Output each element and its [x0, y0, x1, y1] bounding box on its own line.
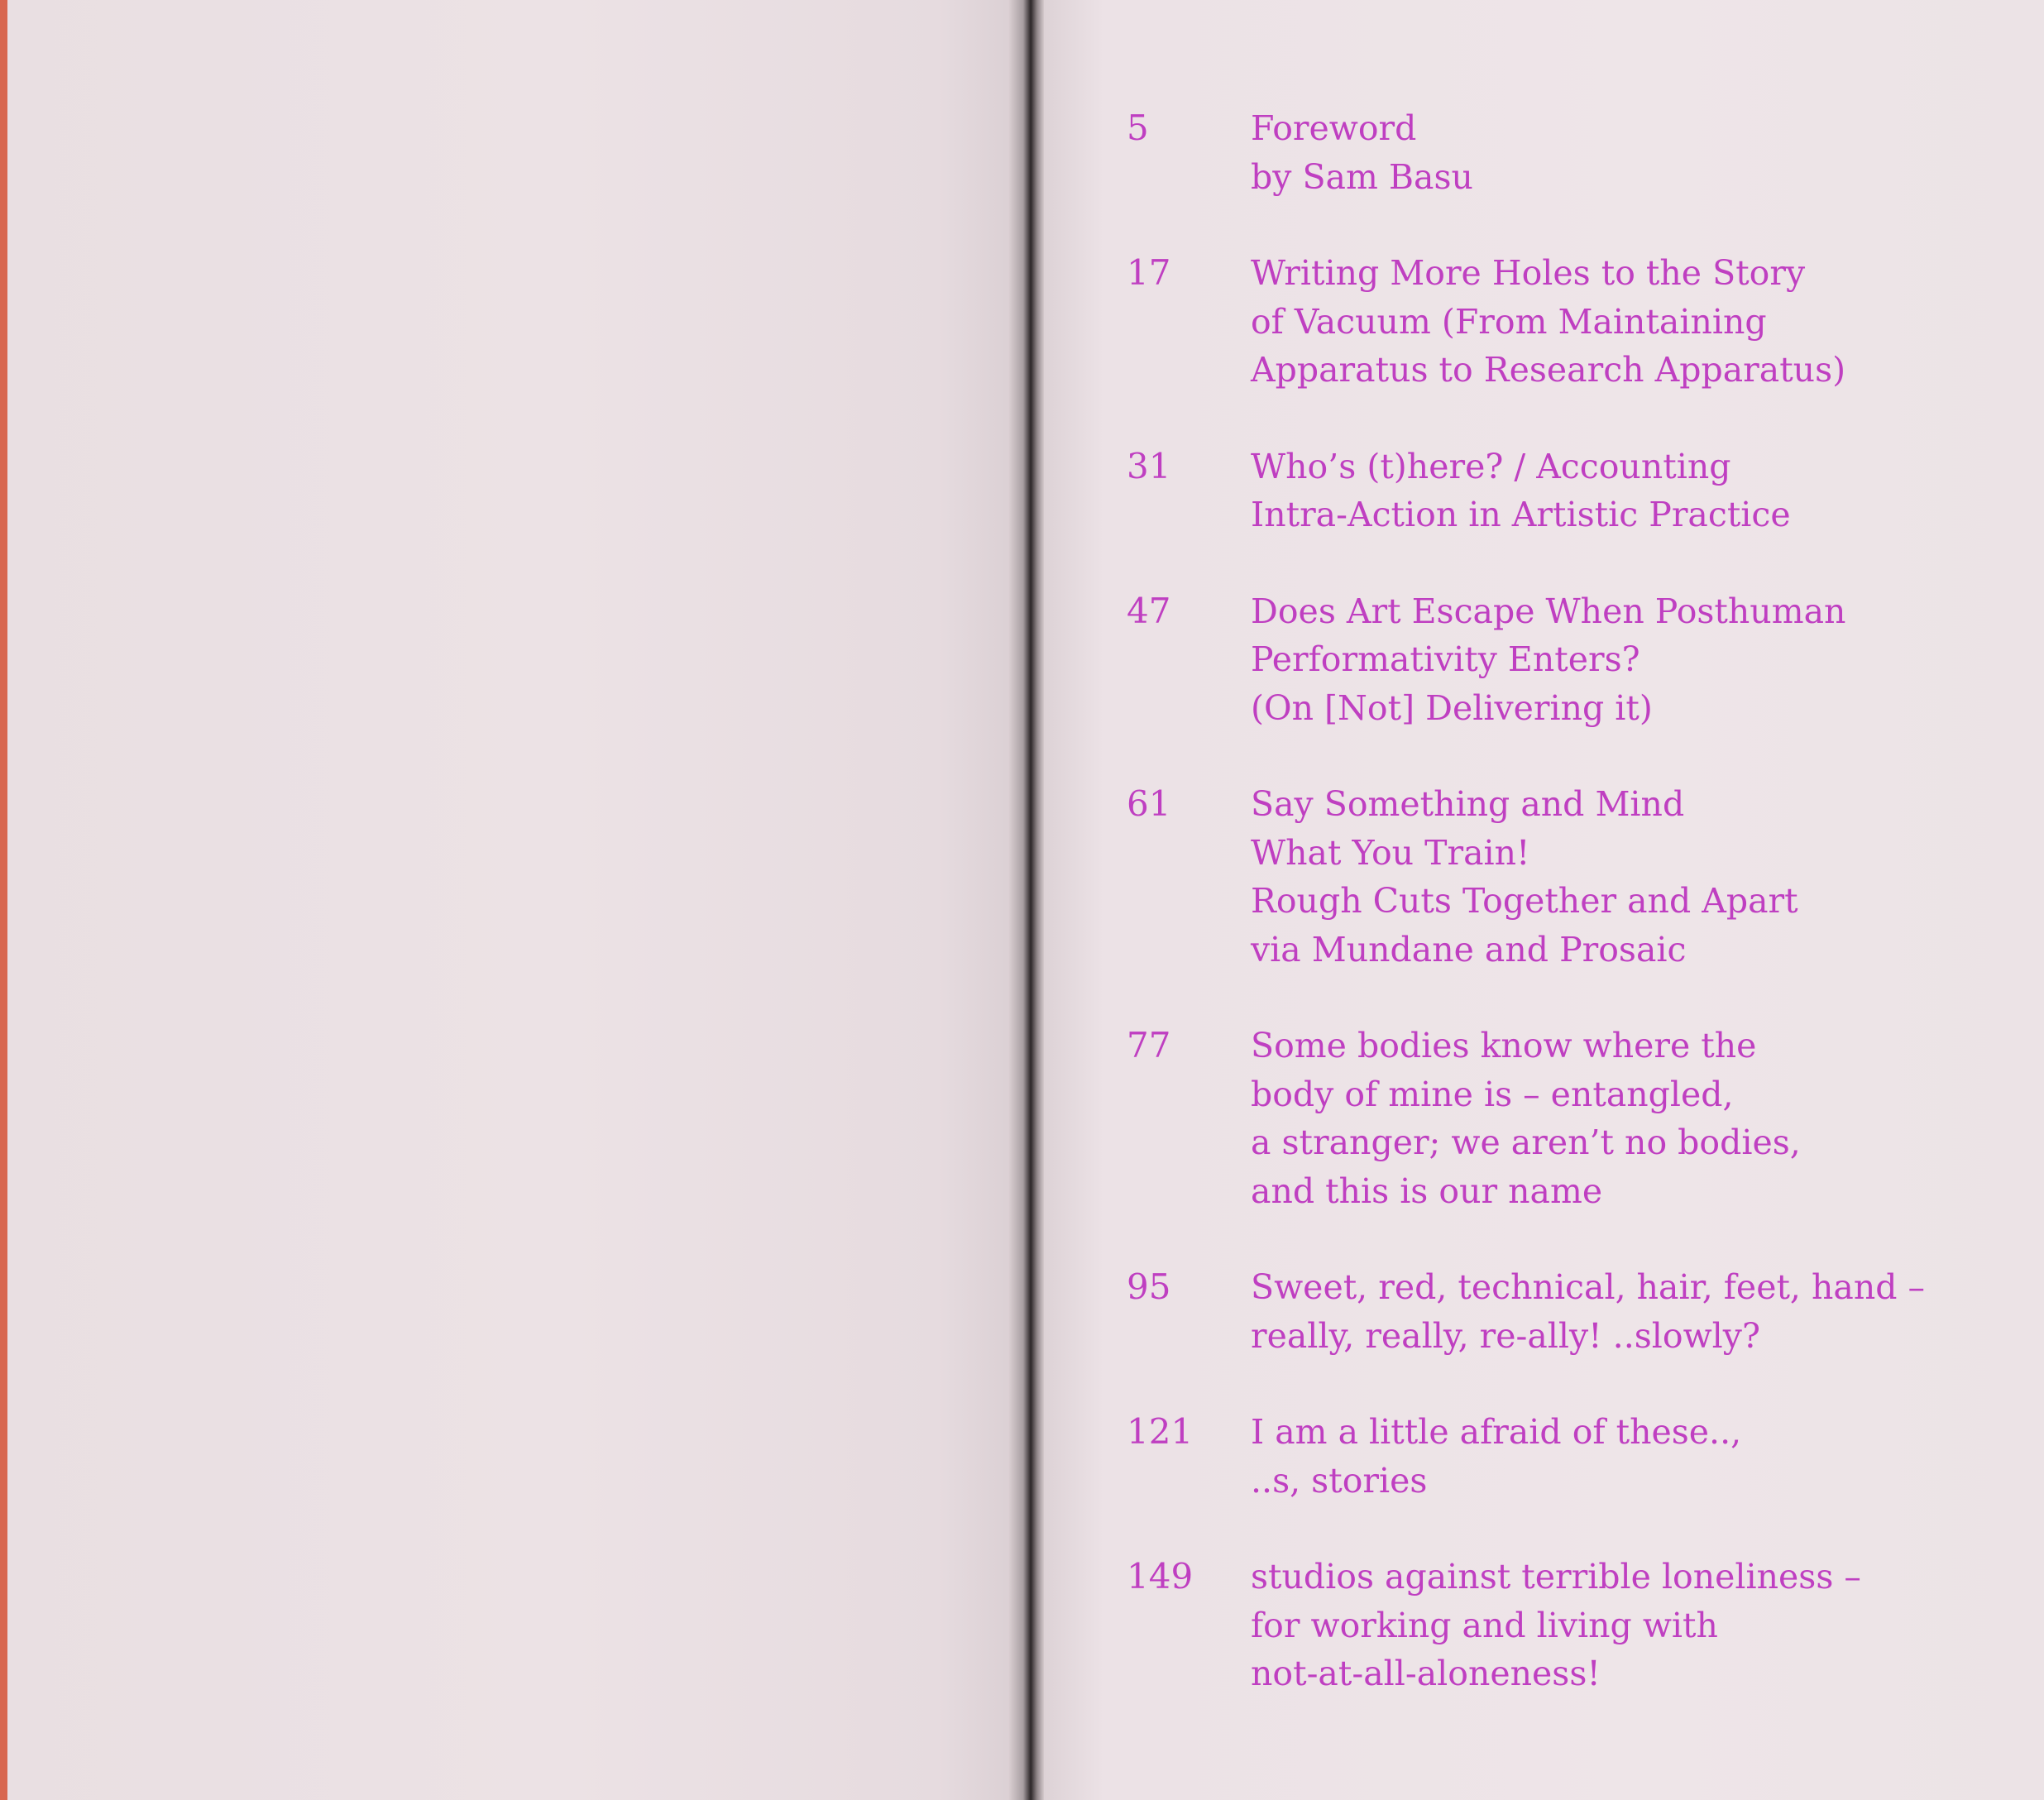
- toc-title-line: really, really, re-ally! ..slowly?: [1251, 1315, 1760, 1356]
- toc-title-line: a stranger; we aren’t no bodies,: [1251, 1123, 1801, 1162]
- toc-page-number: 47: [1127, 590, 1171, 631]
- toc-entry: [1127, 587, 1970, 733]
- table-of-contents: [1127, 104, 1970, 1746]
- toc-title: [1251, 1263, 1970, 1360]
- toc-title: [1251, 587, 1970, 733]
- toc-entry: [1127, 1553, 1970, 1698]
- toc-title-line: I am a little afraid of these..,: [1251, 1412, 1742, 1452]
- toc-title-line: of Vacuum (From Maintaining: [1251, 301, 1767, 342]
- toc-title-line: Does Art Escape When Posthuman: [1251, 591, 1846, 631]
- toc-title-line: Foreword: [1251, 108, 1417, 148]
- toc-title-line: What You Train!: [1251, 832, 1530, 873]
- toc-entry: [1127, 249, 1970, 395]
- toc-title-line: Writing More Holes to the Story: [1251, 253, 1806, 293]
- toc-title-line: by Sam Basu: [1251, 156, 1473, 197]
- toc-title-line: body of mine is – entangled,: [1251, 1074, 1734, 1114]
- toc-page-number: 77: [1127, 1025, 1171, 1065]
- toc-title: [1251, 1553, 1970, 1698]
- toc-entry: [1127, 1263, 1970, 1360]
- toc-title-line: Rough Cuts Together and Apart: [1251, 881, 1798, 921]
- toc-title-line: Sweet, red, technical, hair, feet, hand –: [1251, 1267, 1926, 1307]
- toc-page-number: 121: [1127, 1411, 1194, 1452]
- toc-page-number: 61: [1127, 783, 1171, 824]
- toc-title-line: and this is our name: [1251, 1170, 1603, 1211]
- toc-page-number: 5: [1127, 108, 1149, 148]
- toc-title: [1251, 443, 1970, 539]
- toc-title: [1251, 1408, 1970, 1505]
- toc-title-line: Say Something and Mind: [1251, 784, 1685, 824]
- toc-title-line: Performativity Enters?: [1251, 639, 1640, 679]
- toc-title-line: Who’s (t)here? / Accounting: [1251, 446, 1731, 486]
- toc-title-line: Some bodies know where the: [1251, 1026, 1757, 1065]
- toc-entry: [1127, 1408, 1970, 1505]
- toc-entry: [1127, 1022, 1970, 1215]
- toc-title-line: via Mundane and Prosaic: [1251, 929, 1687, 969]
- toc-title-line: Intra-Action in Artistic Practice: [1251, 495, 1791, 534]
- toc-title-line: for working and living with: [1251, 1605, 1718, 1645]
- toc-title: [1251, 249, 1970, 395]
- toc-title: [1251, 1022, 1970, 1215]
- toc-entry: [1127, 443, 1970, 539]
- toc-title-line: not-at-all-aloneness!: [1251, 1654, 1601, 1693]
- toc-title-line: Apparatus to Research Apparatus): [1251, 350, 1846, 390]
- toc-title-line: (On [Not] Delivering it): [1251, 687, 1653, 728]
- toc-entry: [1127, 780, 1970, 974]
- toc-page-number: 31: [1127, 445, 1171, 486]
- left-page-blank: [7, 0, 1019, 1800]
- toc-title-line: ..s, stories: [1251, 1460, 1428, 1501]
- toc-entry: [1127, 104, 1970, 201]
- toc-title-line: studios against terrible loneliness –: [1251, 1557, 1861, 1597]
- toc-page-number: 17: [1127, 252, 1171, 293]
- toc-title: [1251, 104, 1970, 201]
- toc-page-number: 95: [1127, 1266, 1171, 1307]
- toc-title: [1251, 780, 1970, 974]
- cover-edge: [0, 0, 7, 1800]
- book-gutter: [1009, 0, 1044, 1800]
- toc-page-number: 149: [1127, 1556, 1194, 1597]
